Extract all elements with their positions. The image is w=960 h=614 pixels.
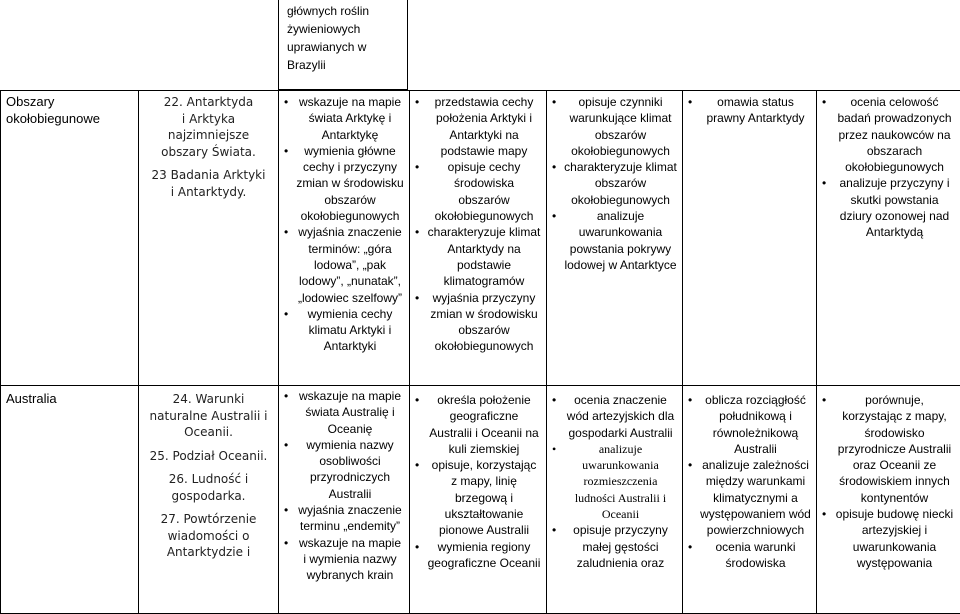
list-item: • ocenia celowość badań prowadzonych przez naukowców na obszarach okołobiegunowych [822, 94, 955, 175]
text-line: Brazylii [287, 56, 407, 74]
list-item: • analizuje uwarunkowania rozmieszczenia ludności Australii i Oceanii [552, 441, 677, 522]
table-row [1, 91, 960, 386]
list-item: • wymienia główne cechy i przyczyny zmian w środowisku obszarów okołobiegunowych [284, 143, 404, 224]
list-item: • wymienia nazwy osobliwości przyrodniczych Australii [284, 437, 404, 502]
spacer [144, 441, 273, 448]
spacer [144, 464, 273, 471]
requirements-cell [683, 386, 817, 614]
requirements-cell [547, 91, 683, 386]
text-line: głównych roślin [287, 2, 407, 20]
list-item: • wskazuje na mapie i wymienia nazwy wybranych krain [284, 535, 404, 584]
list-item: • charakteryzuje klimat obszarów okołobiegunowych [552, 159, 677, 208]
continuation-cell [278, 0, 408, 90]
requirements-cell [817, 91, 960, 386]
requirements-cell [683, 91, 817, 386]
list-item: • przedstawia cechy położenia Arktyki i Antarktyki na podstawie mapy [415, 94, 541, 159]
list-item: • analizuje uwarunkowania powstania pokrywy lodowej w Antarktyce [552, 208, 677, 273]
list-item: • określa położenie geograficzne Australii i Oceanii na kuli ziemskiej [415, 392, 541, 457]
topic-line: 23 Badania Arktyki [144, 167, 273, 184]
list-item: • opisuje czynniki warunkujące klimat obszarów okołobiegunowych [552, 94, 677, 159]
region-cell: Obszary okołobiegunowe [1, 91, 139, 386]
curriculum-table [0, 90, 960, 614]
list-item: • wyjaśnia znaczenie terminu „endemity” [284, 502, 404, 535]
topic-line: i Arktyka [144, 111, 273, 128]
topics-cell [139, 91, 279, 386]
list-item: • opisuje cechy środowiska obszarów okołobiegunowych [415, 159, 541, 224]
topic-line: najzimniejsze [144, 127, 273, 144]
requirements-cell [279, 386, 410, 614]
topic-line: 26. Ludność i [144, 471, 273, 488]
region-cell: Australia [1, 386, 139, 614]
topic-line: naturalne Australii i [144, 408, 273, 425]
list-item: • ocenia warunki środowiska [688, 539, 811, 572]
requirements-cell [410, 91, 547, 386]
spacer [144, 160, 273, 167]
requirements-cell [817, 386, 960, 614]
topic-line: Antarktydzie i [144, 544, 273, 561]
list-item: • porównuje, korzystając z mapy, środowisko przyrodnicze Australii oraz Oceanii ze środowiskiem innych kontynentów [822, 392, 955, 506]
list-item: • wskazuje na mapie świata Australię i Oceanię [284, 388, 404, 437]
list-item: • opisuje, korzystając z mapy, linię brzegową i ukształtowanie pionowe Australii [415, 457, 541, 538]
list-item: • ocenia znaczenie wód artezyjskich dla gospodarki Australii [552, 392, 677, 441]
list-item: • wyjaśnia przyczyny zmian w środowisku obszarów okołobiegunowych [415, 290, 541, 355]
list-item: • wymienia regiony geograficzne Oceanii [415, 539, 541, 572]
table-row [1, 386, 960, 614]
text-line: żywieniowych [287, 20, 407, 38]
topic-line: wiadomości o [144, 528, 273, 545]
topic-line: obszary Świata. [144, 144, 273, 161]
text-line: uprawianych w [287, 38, 407, 56]
topic-line: i Antarktydy. [144, 184, 273, 201]
requirements-cell [279, 91, 410, 386]
topic-line: 24. Warunki [144, 391, 273, 408]
list-item: • opisuje przyczyny małej gęstości zaludnienia oraz [552, 522, 677, 571]
list-item: • wskazuje na mapie świata Arktykę i Antarktykę [284, 94, 404, 143]
spacer [144, 504, 273, 511]
topics-cell [139, 386, 279, 614]
list-item: • wymienia cechy klimatu Arktyki i Antarktyki [284, 306, 404, 355]
list-item: • omawia status prawny Antarktydy [688, 94, 811, 127]
topic-line: gospodarka. [144, 488, 273, 505]
requirements-cell [410, 386, 547, 614]
list-item: • analizuje przyczyny i skutki powstania dziury ozonowej nad Antarktydą [822, 175, 955, 240]
topic-line: 22. Antarktyda [144, 94, 273, 111]
requirements-cell [547, 386, 683, 614]
topic-line: 27. Powtórzenie [144, 511, 273, 528]
list-item: • analizuje zależności między warunkami klimatycznymi a występowaniem wód powierzchniowych [688, 457, 811, 538]
list-item: • wyjaśnia znaczenie terminów: „góra lodowa”, „pak lodowy”, „nunatak”, „lodowiec szelfowy” [284, 224, 404, 305]
topic-line: Oceanii. [144, 424, 273, 441]
list-item: • opisuje budowę niecki artezyjskiej i uwarunkowania występowania [822, 506, 955, 571]
topic-line: 25. Podział Oceanii. [144, 448, 273, 465]
list-item: • charakteryzuje klimat Antarktydy na podstawie klimatogramów [415, 224, 541, 289]
list-item: • oblicza rozciągłość południkową i równoleżnikową Australii [688, 392, 811, 457]
